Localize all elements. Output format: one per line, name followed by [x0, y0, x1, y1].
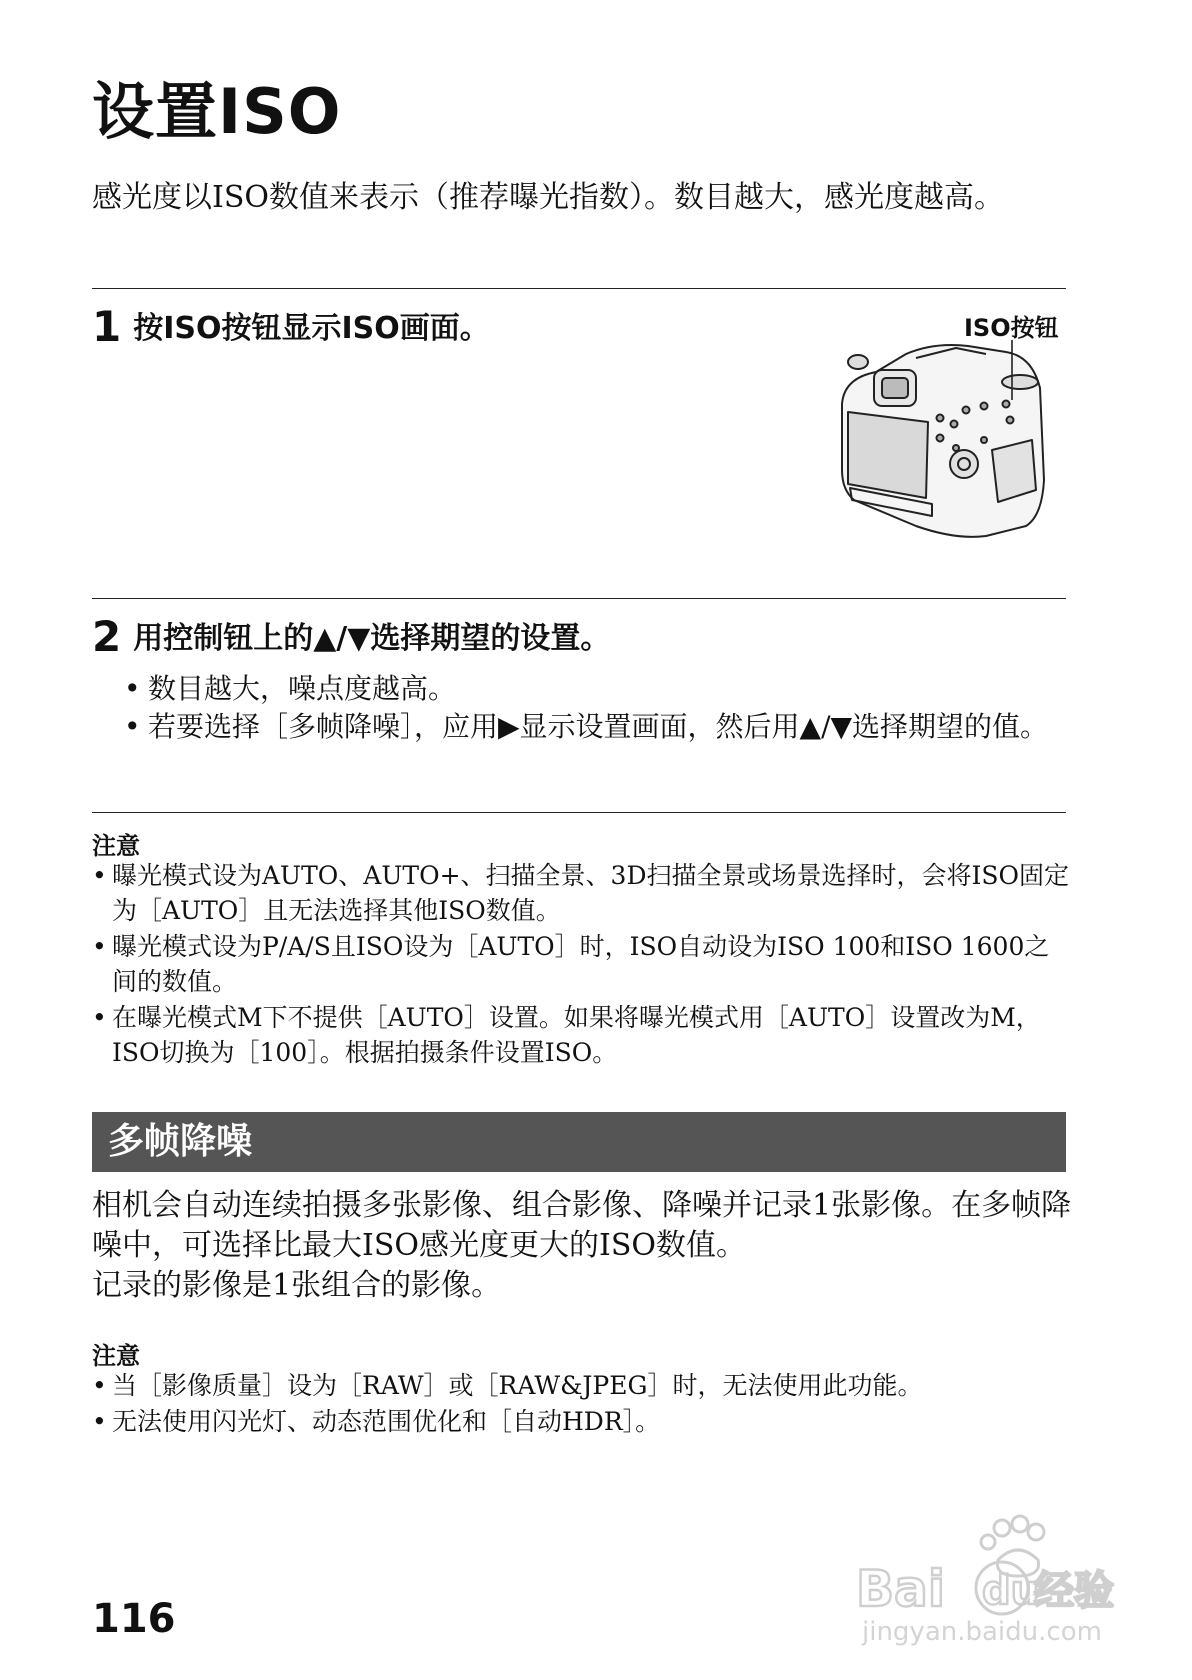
baidu-jingyan-watermark-icon — [852, 1510, 1142, 1650]
svg-text:经验: 经验 — [1034, 1568, 1114, 1614]
page-number: 116 — [92, 1596, 176, 1642]
list-item: • 曝光模式设为AUTO、AUTO+、扫描全景、3D扫描全景或场景选择时，会将ISO固定为［AUTO］且无法选择其他ISO数值。 — [92, 858, 1072, 928]
iso-button-caption: ISO按钮 — [964, 314, 1059, 342]
step-1-heading — [92, 302, 490, 351]
section-paragraph: 相机会自动连续拍摄多张影像、组合影像、降噪并记录1张影像。在多帧降噪中，可选择比最大ISO感光度更大的ISO数值。 — [92, 1188, 1072, 1263]
camera-illustration-icon — [836, 340, 1072, 546]
step-1-number: 1 — [92, 302, 122, 351]
svg-text:Bai: Bai — [856, 1560, 945, 1618]
step-2-text: 用控制钮上的▲/▼选择期望的设置。 — [133, 621, 611, 656]
step-1-text: 按ISO按钮显示ISO画面。 — [133, 311, 490, 346]
list-item: • 当［影像质量］设为［RAW］或［RAW&JPEG］时，无法使用此功能。 — [92, 1368, 1072, 1403]
list-item: • 若要选择［多帧降噪］，应用▶显示设置画面，然后用▲/▼选择期望的值。 — [124, 708, 1064, 746]
step-2-bullet-list — [124, 670, 1064, 746]
section-title: 多帧降噪 — [108, 1121, 253, 1162]
notes-list — [92, 858, 1072, 1071]
svg-text:jingyan.baidu.com: jingyan.baidu.com — [862, 1617, 1102, 1647]
divider — [92, 288, 1066, 289]
section-body — [92, 1186, 1072, 1306]
notes-list — [92, 1368, 1072, 1440]
notes-heading: 注意 — [92, 832, 140, 860]
step-2-number: 2 — [92, 612, 122, 661]
list-item: • 在曝光模式M下不提供［AUTO］设置。如果将曝光模式用［AUTO］设置改为M，ISO切换为［100］。根据拍摄条件设置ISO。 — [92, 1000, 1072, 1070]
list-item: • 无法使用闪光灯、动态范围优化和［自动HDR］。 — [92, 1404, 1072, 1439]
step-2-heading — [92, 612, 610, 661]
divider — [92, 598, 1066, 599]
svg-text:du: du — [982, 1568, 1040, 1614]
page-title: 设置ISO — [92, 75, 342, 148]
notes-heading: 注意 — [92, 1342, 140, 1370]
list-item: • 数目越大，噪点度越高。 — [124, 670, 1064, 708]
list-item: • 曝光模式设为P/A/S且ISO设为［AUTO］时，ISO自动设为ISO 100和ISO 1600之间的数值。 — [92, 929, 1072, 999]
intro-paragraph: 感光度以ISO数值来表示（推荐曝光指数）。数目越大，感光度越高。 — [92, 180, 1004, 215]
section-paragraph: 记录的影像是1张组合的影像。 — [92, 1268, 502, 1303]
divider — [92, 812, 1066, 813]
